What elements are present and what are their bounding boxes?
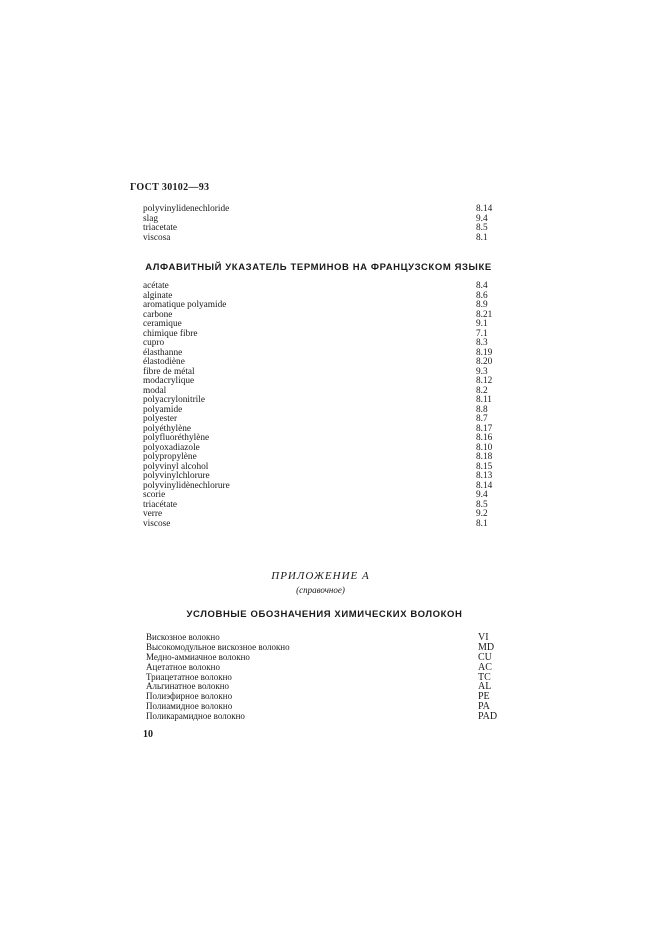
list-item bbox=[143, 368, 495, 378]
page-number: 10 bbox=[143, 729, 153, 740]
list-item bbox=[143, 415, 495, 425]
term-ref: 8.14 bbox=[476, 204, 493, 214]
list-item bbox=[143, 349, 495, 359]
term-ref: 8.13 bbox=[476, 471, 493, 481]
list-item bbox=[143, 712, 503, 722]
term: ceramique bbox=[143, 319, 182, 329]
term: élasthanne bbox=[143, 347, 183, 358]
document-header: ГОСТ 30102—93 bbox=[130, 182, 210, 193]
list-item bbox=[143, 520, 495, 530]
list-item bbox=[143, 234, 495, 244]
fiber-code: PA bbox=[478, 701, 490, 713]
term: polyvinylchlorure bbox=[143, 471, 210, 481]
term: viscosa bbox=[143, 232, 171, 243]
term: alginate bbox=[143, 290, 173, 301]
fiber-code: CU bbox=[478, 651, 492, 663]
list-item bbox=[143, 301, 495, 311]
term-ref: 8.19 bbox=[476, 347, 493, 358]
term-ref: 8.10 bbox=[476, 442, 493, 453]
term: viscose bbox=[143, 518, 171, 529]
term-ref: 8.20 bbox=[476, 357, 493, 367]
term-ref: 8.1 bbox=[476, 518, 488, 529]
fiber-code: AL bbox=[478, 681, 492, 693]
list-item bbox=[143, 282, 495, 292]
term-ref: 8.16 bbox=[476, 433, 493, 443]
fiber-code: PE bbox=[478, 691, 490, 703]
fiber-code: TC bbox=[478, 671, 491, 683]
french-index-list bbox=[143, 282, 495, 529]
term-ref: 8.11 bbox=[476, 395, 492, 405]
appendix-title: УСЛОВНЫЕ ОБОЗНАЧЕНИЯ ХИМИЧЕСКИХ ВОЛОКОН bbox=[186, 609, 463, 620]
term: polyvinylidènechlorure bbox=[143, 480, 230, 491]
term: polypropylène bbox=[143, 452, 197, 462]
fiber-code: VI bbox=[478, 632, 489, 643]
term: acétate bbox=[143, 281, 169, 291]
fiber-name: Альгинатное волокно bbox=[146, 681, 230, 692]
fiber-code: MD bbox=[478, 641, 495, 653]
fiber-name: Вискозное волокно bbox=[146, 632, 220, 642]
term-ref: 8.15 bbox=[476, 461, 493, 472]
term-ref: 8.17 bbox=[476, 423, 493, 434]
list-item bbox=[143, 330, 495, 340]
term-ref: 9.4 bbox=[476, 490, 488, 500]
term: polyfluoréthylène bbox=[143, 433, 210, 443]
list-item bbox=[143, 482, 495, 492]
term: polyvinyl alcohol bbox=[143, 461, 209, 472]
term: polyéthylène bbox=[143, 423, 192, 434]
index-list-continued bbox=[143, 205, 495, 243]
term-ref: 9.3 bbox=[476, 366, 488, 377]
term-ref: 8.7 bbox=[476, 414, 488, 424]
list-item bbox=[143, 224, 495, 234]
term: cupro bbox=[143, 338, 165, 348]
list-item bbox=[143, 205, 495, 215]
fiber-name: Высокомодульное вискозное волокно bbox=[146, 641, 290, 652]
fiber-code: PAD bbox=[478, 711, 498, 723]
term-ref: 8.9 bbox=[476, 300, 488, 310]
fiber-name: Поликарамидное волокно bbox=[146, 711, 245, 722]
term-ref: 9.1 bbox=[476, 319, 488, 329]
term: polyvinylidenechloride bbox=[143, 204, 230, 214]
term: carbone bbox=[143, 309, 173, 320]
term: triacetate bbox=[143, 223, 178, 233]
list-item bbox=[143, 377, 495, 387]
term-ref: 8.5 bbox=[476, 499, 488, 510]
term: polyamide bbox=[143, 404, 183, 415]
term-ref: 9.4 bbox=[476, 213, 488, 224]
french-index-title: АЛФАВИТНЫЙ УКАЗАТЕЛЬ ТЕРМИНОВ НА ФРАНЦУЗСКОМ ЯЗЫКЕ bbox=[145, 262, 492, 273]
appendix-subheading: (справочное) bbox=[296, 585, 345, 595]
fiber-code-list bbox=[143, 633, 503, 722]
fiber-name: Полиэфирное волокно bbox=[146, 691, 233, 702]
list-item bbox=[143, 491, 495, 501]
appendix-heading: ПРИЛОЖЕНИЕ А bbox=[271, 570, 370, 582]
term: aromatique polyamide bbox=[143, 300, 227, 310]
list-item bbox=[143, 510, 495, 520]
term: polyoxadiazole bbox=[143, 442, 200, 453]
term-ref: 8.2 bbox=[476, 385, 488, 396]
term-ref: 7.1 bbox=[476, 328, 488, 339]
term-ref: 8.1 bbox=[476, 232, 488, 243]
fiber-name: Триацетатное волокно bbox=[146, 671, 232, 682]
term-ref: 8.18 bbox=[476, 452, 493, 462]
term: scorie bbox=[143, 490, 166, 500]
term-ref: 8.3 bbox=[476, 338, 488, 348]
list-item bbox=[143, 339, 495, 349]
term-ref: 8.21 bbox=[476, 309, 493, 320]
list-item bbox=[143, 396, 495, 406]
term: modal bbox=[143, 385, 167, 396]
term: polyacrylonitrile bbox=[143, 395, 205, 405]
term: polyester bbox=[143, 414, 178, 424]
term-ref: 8.6 bbox=[476, 290, 488, 301]
list-item bbox=[143, 358, 495, 368]
term: slag bbox=[143, 213, 158, 224]
term-ref: 8.8 bbox=[476, 404, 488, 415]
term-ref: 8.12 bbox=[476, 376, 493, 386]
list-item bbox=[143, 215, 495, 225]
term: élastodiène bbox=[143, 357, 185, 367]
list-item bbox=[143, 406, 495, 416]
fiber-name: Медно-аммиачное волокно bbox=[146, 651, 250, 662]
term-ref: 9.2 bbox=[476, 509, 488, 519]
term-ref: 8.5 bbox=[476, 223, 488, 233]
term: fibre de métal bbox=[143, 366, 195, 377]
fiber-code: AC bbox=[478, 661, 492, 673]
term: triacétate bbox=[143, 499, 178, 510]
term: verre bbox=[143, 509, 163, 519]
fiber-name: Ацетатное волокно bbox=[146, 661, 220, 672]
list-item bbox=[143, 311, 495, 321]
list-item bbox=[143, 501, 495, 511]
fiber-name: Полиамидное волокно bbox=[146, 701, 233, 712]
term: modacrylique bbox=[143, 376, 195, 386]
term-ref: 8.14 bbox=[476, 480, 493, 491]
term-ref: 8.4 bbox=[476, 281, 488, 291]
term: chimique fibre bbox=[143, 328, 198, 339]
